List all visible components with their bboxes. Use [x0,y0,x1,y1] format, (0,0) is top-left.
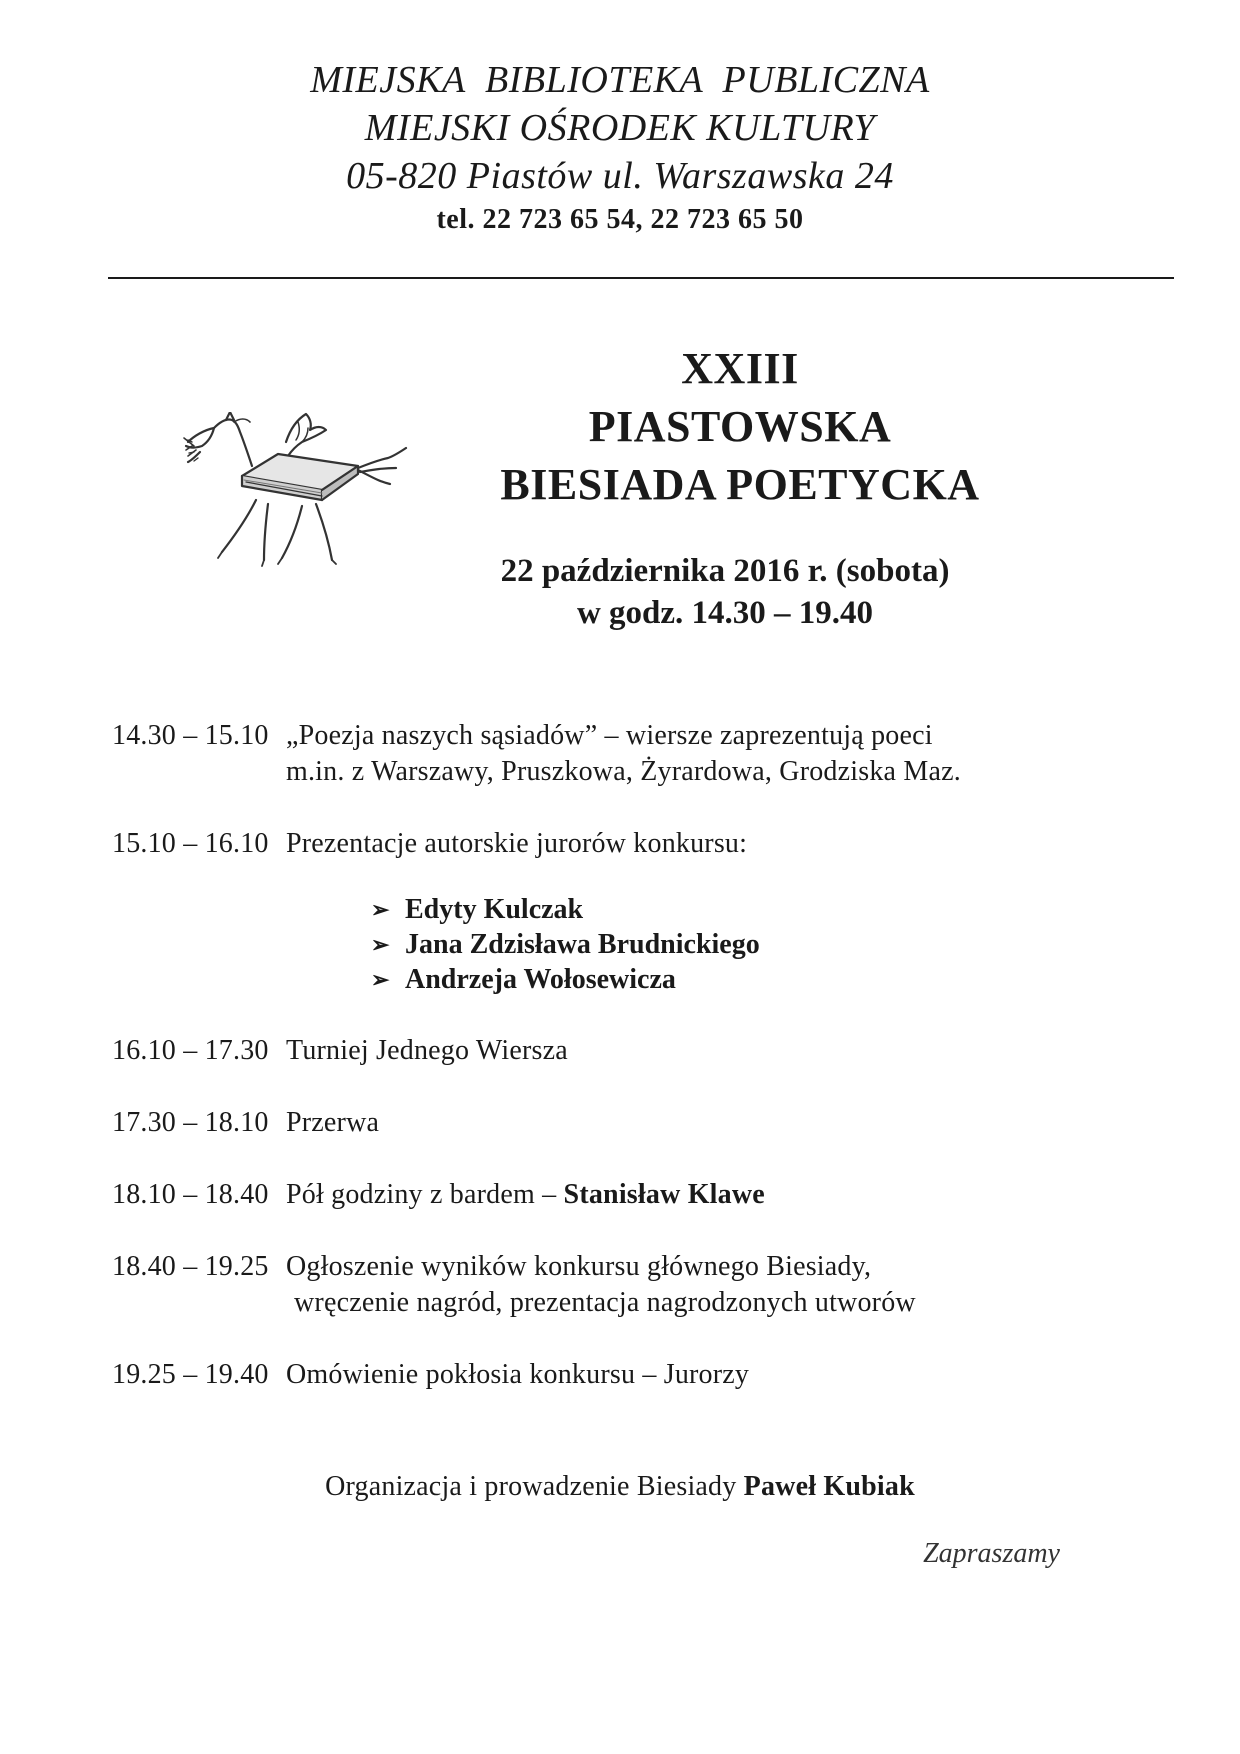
schedule-desc: Prezentacje autorskie jurorów konkursu: [286,828,748,859]
institution-address: 05-820 Piastów ul. Warszawska 24 [346,155,894,197]
juror-list [371,892,1132,997]
event-date-block [420,550,1030,634]
schedule-time: 18.10 – 18.40 [112,1179,269,1210]
arrow-bullet-icon: ➢ [371,897,390,922]
schedule-row [112,718,1132,790]
schedule-desc [286,1249,1132,1321]
event-title [440,340,1040,514]
invitation-text: Zapraszamy [923,1538,1060,1569]
schedule-desc-text: Ogłoszenie wyników konkursu głównego Biesiady, [286,1251,872,1282]
winged-horse-book-icon [182,412,412,572]
schedule-row [112,1033,1132,1069]
bard-name: Stanisław Klawe [563,1179,765,1210]
schedule-time: 18.40 – 19.25 [112,1251,269,1282]
schedule-desc-continuation: wręczenie nagród, prezentacja nagrodzonych utworów [294,1287,916,1318]
schedule-row [112,1105,1132,1141]
header [0,56,1240,240]
schedule-desc [286,1177,1132,1213]
schedule-row [112,1249,1132,1321]
organizer-name: Paweł Kubiak [743,1471,915,1502]
institution-library: MIEJSKA BIBLIOTEKA PUBLICZNA [310,59,930,101]
institution-culture-center: MIEJSKI OŚRODEK KULTURY [364,107,876,149]
juror-name: Andrzeja Wołosewicza [405,964,676,995]
schedule-desc: Turniej Jednego Wiersza [286,1035,568,1066]
schedule-desc-continuation: m.in. z Warszawy, Pruszkowa, Żyrardowa, Grodziska Maz. [286,756,961,787]
organizer-text: Organizacja i prowadzenie Biesiady [325,1471,744,1502]
schedule-time: 16.10 – 17.30 [112,1035,269,1066]
list-item [371,927,1132,962]
list-item [371,892,1132,927]
arrow-bullet-icon: ➢ [371,967,390,992]
organizer-line [0,1469,1240,1505]
event-edition: XXIII [681,344,799,393]
schedule [112,718,1132,1393]
juror-name: Jana Zdzisława Brudnickiego [405,929,760,960]
institution-phone: tel. 22 723 65 54, 22 723 65 50 [436,204,804,235]
schedule-time: 15.10 – 16.10 [112,828,269,859]
event-hours: w godz. 14.30 – 19.40 [576,595,874,631]
list-item [371,962,1132,997]
schedule-time: 17.30 – 18.10 [112,1107,269,1138]
schedule-desc-text: „Poezja naszych sąsiadów” – wiersze zaprezentują poeci [286,720,933,751]
schedule-time: 19.25 – 19.40 [112,1359,269,1390]
schedule-time: 14.30 – 15.10 [112,720,269,751]
schedule-desc: Przerwa [286,1107,380,1138]
schedule-row [112,1177,1132,1213]
schedule-row [112,1357,1132,1393]
schedule-row [112,826,1132,862]
arrow-bullet-icon: ➢ [371,932,390,957]
event-name-line1: PIASTOWSKA [588,402,892,451]
event-date: 22 października 2016 r. (sobota) [500,553,950,589]
event-name-line2: BIESIADA POETYCKA [500,460,980,509]
schedule-desc: Omówienie pokłosia konkursu – Jurorzy [286,1359,750,1390]
schedule-desc-text: Pół godziny z bardem – [286,1179,564,1210]
schedule-desc [286,718,1132,790]
juror-name: Edyty Kulczak [405,894,584,925]
header-divider [108,277,1174,279]
